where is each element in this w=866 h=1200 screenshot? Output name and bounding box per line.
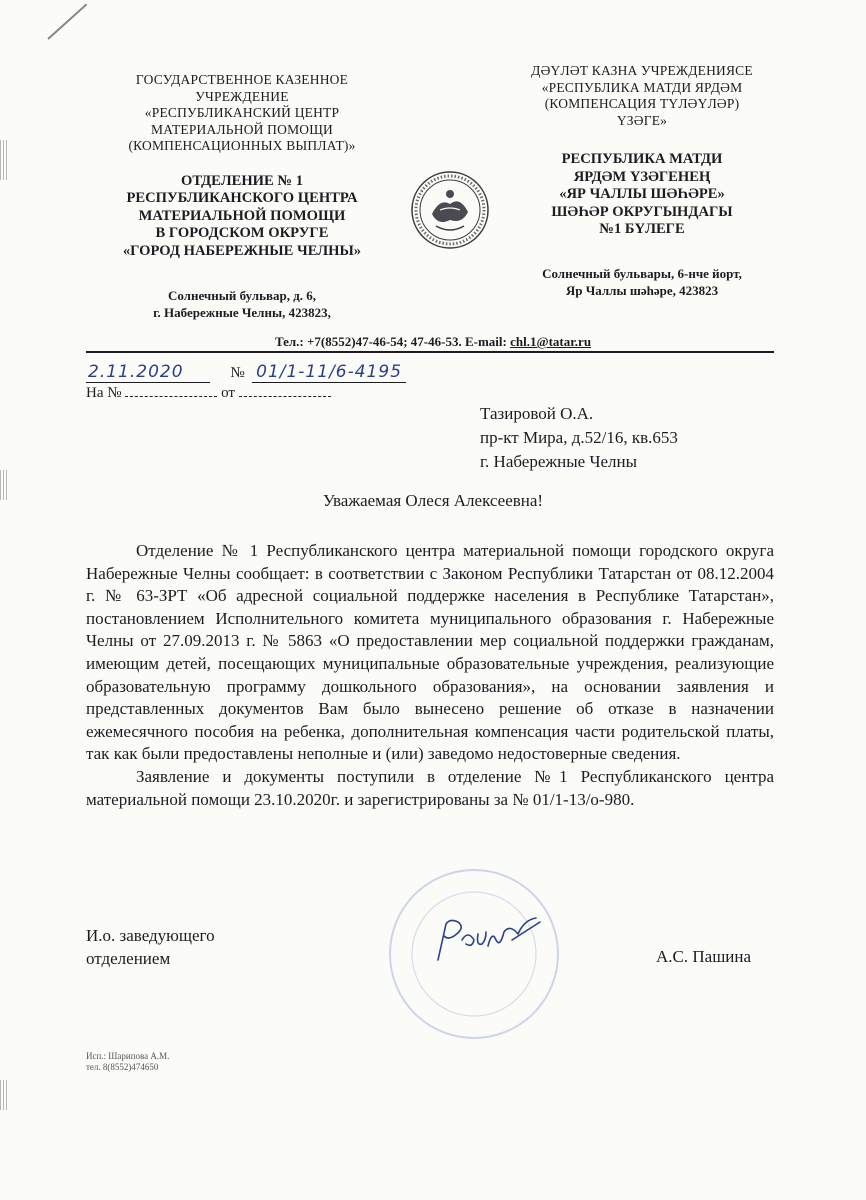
signature-icon: [428, 910, 548, 966]
letter-body: [86, 540, 774, 811]
dept-line: РЕСПУБЛИКА МАТДИ: [561, 151, 723, 167]
org-line: УЧРЕЖДЕНИЕ: [195, 88, 289, 104]
dept-line: РЕСПУБЛИКАНСКОГО ЦЕНТРА: [126, 190, 358, 206]
addressee-block: [480, 402, 678, 474]
reference-registration: [86, 384, 331, 402]
header-divider: [86, 351, 774, 353]
number-label: №: [230, 365, 246, 381]
dept-line: ЯРДӘМ ҮЗӘГЕНЕҢ: [573, 168, 711, 185]
contact-line: [0, 334, 866, 350]
address-russian: [92, 287, 392, 321]
outgoing-number: 01/1-11/6-4195: [252, 362, 406, 383]
org-line: (КОМПЕНСАЦИОННЫХ ВЫПЛАТ)»: [128, 138, 356, 153]
dept-line: ОТДЕЛЕНИЕ № 1: [180, 172, 304, 189]
scan-artifact-stroke: [47, 3, 87, 39]
dept-line: ШӘҺӘР ОКРУГЫНДАГЫ: [551, 203, 733, 220]
outgoing-registration: [86, 362, 406, 383]
ref-number-label: На №: [86, 385, 122, 401]
signer-position-line: И.о. заведующего: [86, 926, 215, 945]
addressee-street: пр-кт Мира, д.52/16, кв.653: [480, 428, 678, 447]
phone-numbers: Тел.: +7(8552)47-46-54; 47-46-53. E-mail:: [274, 334, 511, 349]
letterhead-russian: [92, 72, 392, 321]
ref-date-label: от: [221, 385, 235, 401]
executor-name: Исп.: Шарипова А.М.: [86, 1051, 170, 1061]
ref-date-blank: [239, 384, 331, 397]
org-line: ГОСУДАРСТВЕННОЕ КАЗЕННОЕ: [135, 72, 349, 87]
org-name-russian: [92, 72, 392, 155]
dept-line: МАТЕРИАЛЬНОЙ ПОМОЩИ: [138, 207, 346, 224]
address-tatar: [492, 265, 792, 299]
addressee-name: Тазировой О.А.: [480, 404, 594, 423]
org-line: ДӘҮЛӘТ КАЗНА УЧРЕЖДЕНИЯСЕ: [531, 63, 753, 78]
signer-position: [86, 924, 215, 970]
executor-info: [86, 1051, 169, 1073]
scan-edge-mark: [0, 1080, 8, 1110]
address-line: Солнечный бульвары, 6-нче йорт,: [542, 265, 742, 281]
address-line: Солнечный бульвар, д. 6,: [167, 288, 317, 303]
email-link[interactable]: chl.1@tatar.ru: [510, 334, 592, 349]
greeting: Уважаемая Олеся Алексеевна!: [322, 491, 544, 510]
body-paragraph: Отделение № 1 Республиканского центра материальной помощи городского округа Набережные Челны сообщает: в соответствии с Законом Республики Татарстан от 08.12.2004 г. № 63-ЗРТ «Об адресной социальной поддержке населения в Республике Татарстан», постановлением Исполнительного комитета муниципального образования г. Набережные Челны от 27.09.2013 г. № 5863 «О предоставлении мер социальной поддержки гражданам, имеющим детей, посещающих муниципальные образовательные учреждения, реализующие образовательную программу дошкольного образования», на основании заявления и представленных документов Вам было вынесено решение об отказе в назначении ежемесячного пособия на ребенка, дополнительная компенсация части родительской платы, так как были предоставлены неполные и (или) заведомо недостоверные сведения.: [86, 541, 774, 764]
signer-position-line: отделением: [86, 949, 171, 968]
org-line: «РЕСПУБЛИКА МАТДИ ЯРДӘМ: [541, 79, 743, 95]
dept-line: №1 БҮЛЕГЕ: [599, 221, 685, 237]
org-name-tatar: [492, 63, 792, 129]
dept-line: «ЯР ЧАЛЛЫ ШӘҺӘРЕ»: [559, 186, 725, 202]
scan-edge-mark: [0, 140, 8, 180]
addressee-city: г. Набережные Челны: [480, 452, 638, 471]
org-line: (КОМПЕНСАЦИЯ ТҮЛӘҮЛӘР): [544, 96, 740, 111]
dept-line: В ГОРОДСКОМ ОКРУГЕ: [155, 225, 329, 241]
outgoing-date: 2.11.2020: [86, 362, 210, 383]
org-line: «РЕСПУБЛИКАНСКИЙ ЦЕНТР: [144, 105, 340, 120]
body-paragraph: Заявление и документы поступили в отделение №1 Республиканского центра материальной помощи 23.10.2020г. и зарегистрированы за № 01/1-13/о-980.: [86, 766, 774, 809]
org-line: ҮЗӘГЕ»: [616, 112, 668, 128]
letterhead-tatar: [492, 63, 792, 299]
signer-name: А.С. Пашина: [656, 947, 752, 966]
dept-name-tatar: [492, 151, 792, 239]
address-line: г. Набережные Челны, 423823,: [153, 305, 331, 320]
dept-line: «ГОРОД НАБЕРЕЖНЫЕ ЧЕЛНЫ»: [122, 242, 362, 259]
address-line: Яр Чаллы шәһәре, 423823: [565, 282, 719, 298]
dept-name-russian: [92, 173, 392, 261]
org-line: МАТЕРИАЛЬНОЙ ПОМОЩИ: [150, 121, 334, 137]
executor-phone: тел. 8(8552)474650: [86, 1062, 159, 1072]
emblem-icon: [410, 170, 490, 250]
ref-number-blank: [125, 384, 217, 397]
